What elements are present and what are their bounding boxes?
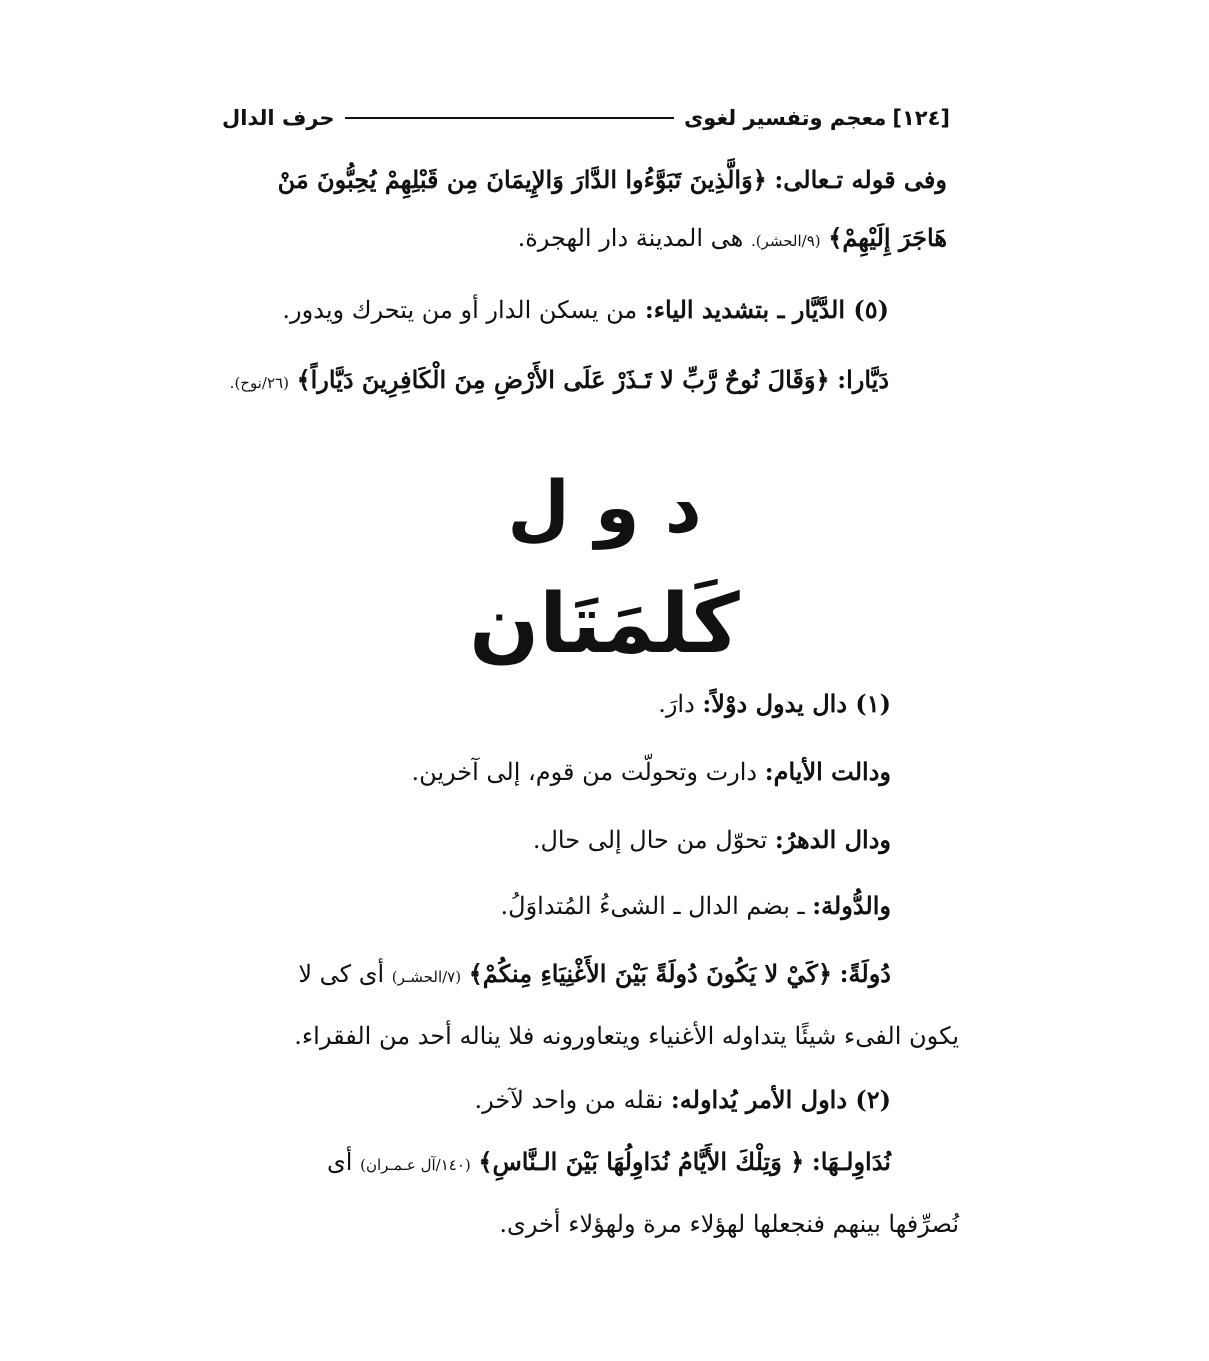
text-line bbox=[278, 160, 947, 200]
entry-term: نُدَاوِلـهَا: bbox=[811, 1147, 891, 1176]
definition-text: دارت وتحولّت من قوم، إلى آخرين. bbox=[411, 758, 758, 786]
text-line bbox=[298, 954, 891, 997]
entry-term: والدُّولة: bbox=[812, 891, 891, 920]
entry-term: ودال الدهرُ: bbox=[774, 825, 891, 854]
text-line bbox=[501, 886, 892, 926]
text-line bbox=[294, 1016, 959, 1056]
word-count-heading: كَلمَتَان bbox=[469, 577, 740, 672]
quran-quote: ﴿وَقَالَ نُوحٌ رَّبِّ لا تَـذَرْ عَلَى الأَرْضِ مِنَ الْكَافِرِينَ دَيَّاراً﴾ bbox=[296, 365, 830, 394]
quran-quote: ﴿كَيْ لا يَكُونَ دُولَةً بَيْنَ الأَغْنِيَاءِ مِنكُمْ﴾ bbox=[468, 959, 833, 988]
definition-text: دارَ. bbox=[658, 690, 695, 718]
definition-text: تحوّل من حال إلى حال. bbox=[532, 826, 768, 854]
page-number: [١٢٤] bbox=[892, 106, 950, 130]
entry-term: (٥) الدَّيَّار ـ بتشديد الياء: bbox=[644, 295, 889, 324]
definition-text: يكون الفىء شيئًا يتداوله الأغنياء ويتعاورونه فلا يناله أحد من الفقراء. bbox=[294, 1022, 959, 1050]
verse-reference: (٩/الحشر). bbox=[750, 232, 821, 250]
text-line bbox=[411, 752, 891, 792]
definition-text: نقله من واحد لآخر. bbox=[474, 1086, 664, 1114]
verse-reference: (٢٦/نوح). bbox=[229, 374, 289, 392]
header-rule bbox=[345, 117, 674, 119]
intro-text: وفى قوله تـعالى: bbox=[774, 165, 947, 194]
definition-text: هى المدينة دار الهجرة. bbox=[517, 224, 744, 252]
entry-term: (٢) داول الأمر يُداوله: bbox=[670, 1085, 891, 1114]
text-line bbox=[327, 1142, 891, 1185]
quran-quote: هَاجَرَ إِلَيْهِمْ﴾ bbox=[828, 223, 947, 252]
definition-text: نُصرِّفها بينهم فنجعلها لهؤلاء مرة ولهؤلاء أخرى. bbox=[499, 1210, 959, 1238]
text-line bbox=[282, 290, 889, 330]
running-header bbox=[222, 98, 950, 138]
quran-quote: ﴿ وَتِلْكَ الأَيَّامُ نُدَاوِلُهَا بَيْنَ الـنَّاسِ﴾ bbox=[478, 1147, 805, 1176]
text-line bbox=[230, 360, 889, 403]
definition-text: أى bbox=[327, 1148, 353, 1176]
text-line bbox=[499, 1204, 959, 1244]
entry-term: (١) دال يدول دوْلاً: bbox=[702, 689, 891, 718]
definition-text: أى كى لا bbox=[298, 960, 385, 988]
book-title: معجم وتفسير لغوى bbox=[684, 106, 887, 130]
root-heading: د و ل bbox=[507, 465, 702, 549]
text-line bbox=[475, 1080, 891, 1120]
text-line bbox=[533, 820, 891, 860]
entry-term: ودالت الأيام: bbox=[764, 757, 891, 786]
definition-text: ـ بضم الدال ـ الشىءُ المُتداوَلُ. bbox=[500, 892, 805, 920]
entry-term: دُولَةً: bbox=[839, 959, 891, 988]
verse-reference: (٧/الحشـر) bbox=[391, 968, 462, 986]
text-line bbox=[658, 684, 891, 724]
section-title: حرف الدال bbox=[222, 106, 335, 130]
quran-quote: ﴿وَالَّذِينَ تَبَوَّءُوا الدَّارَ وَالإِيمَانَ مِن قَبْلِهِمْ يُحِبُّونَ مَنْ bbox=[277, 165, 767, 194]
entry-term: دَيَّارا: bbox=[837, 365, 889, 394]
definition-text: من يسكن الدار أو من يتحرك ويدور. bbox=[282, 296, 638, 324]
verse-reference: (١٤٠/آل عـمـران) bbox=[360, 1156, 471, 1174]
text-line bbox=[518, 218, 947, 261]
